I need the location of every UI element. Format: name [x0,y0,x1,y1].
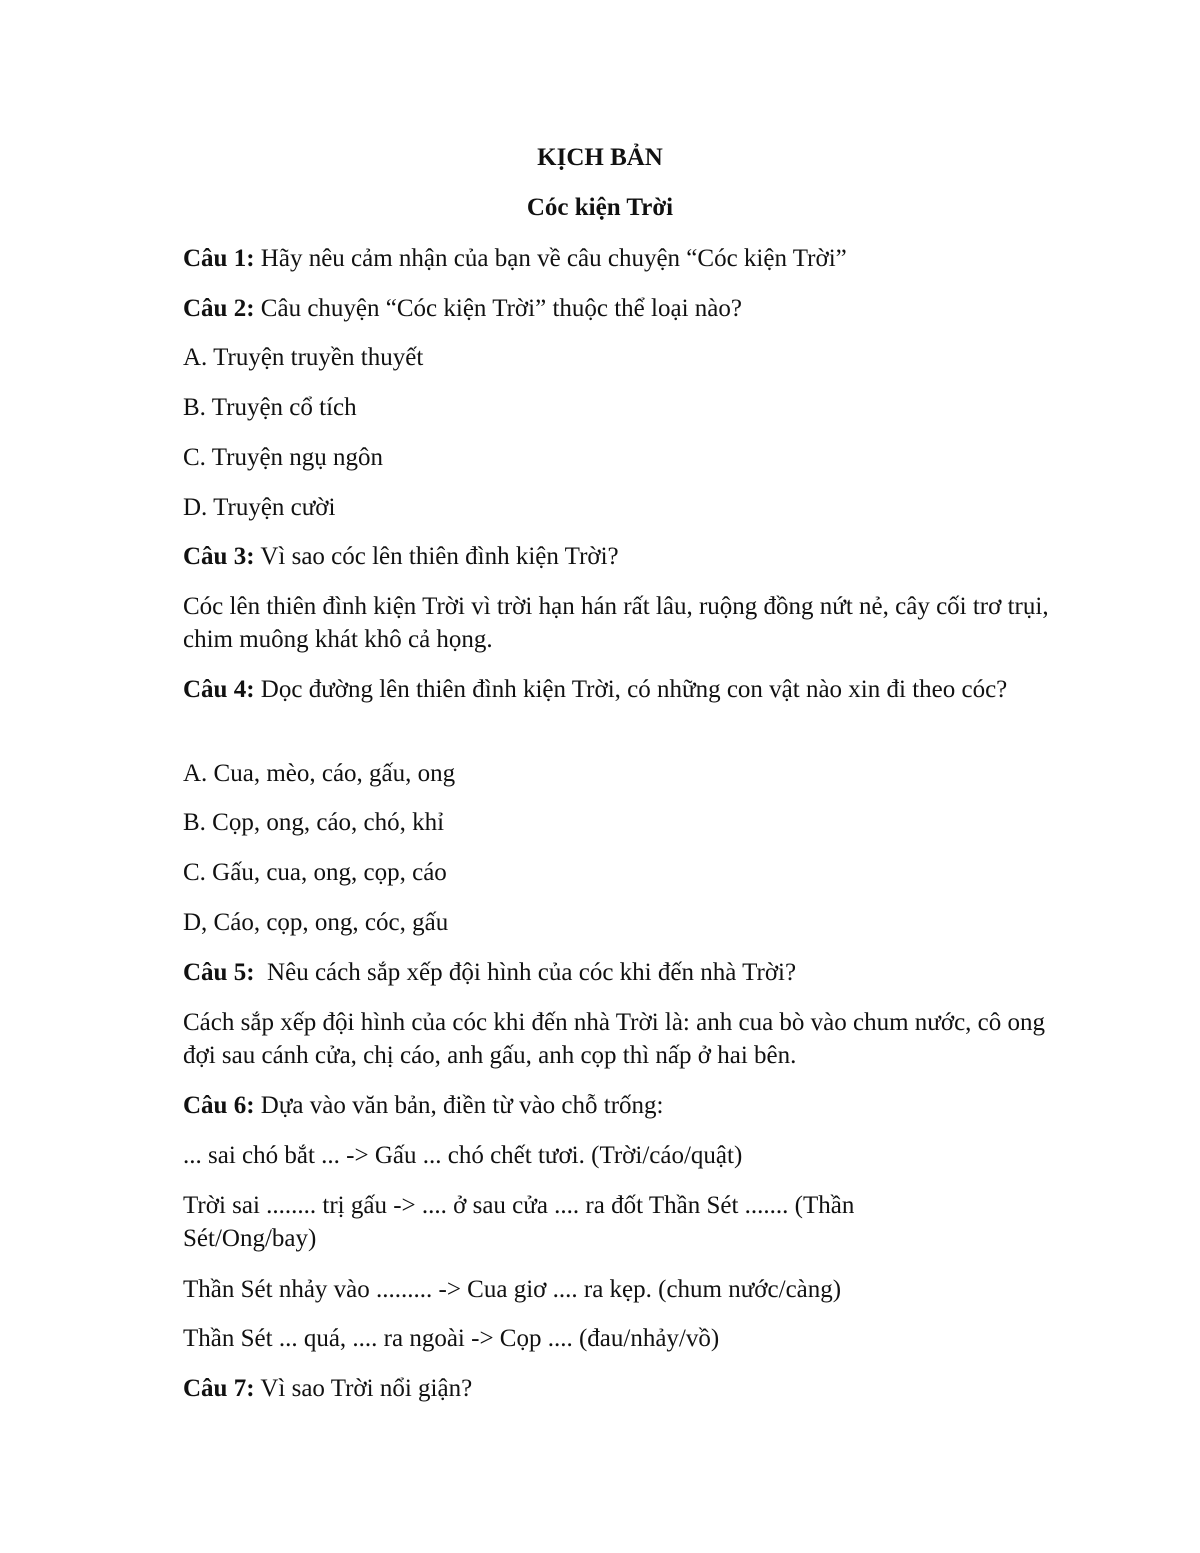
question-text: Vì sao cóc lên thiên đình kiện Trời? [254,543,619,570]
question-6 [183,1089,1063,1122]
option-b: B. Truyện cổ tích [183,394,357,421]
question-text: Vì sao Trời nổi giận? [254,1375,473,1402]
document-subtitle: Cóc kiện Trời [526,194,674,221]
question-label: Câu 2: [183,295,255,322]
option-d: D. Truyện cười [183,494,336,521]
answer-5: Cách sắp xếp đội hình của cóc khi đến nhà Trời là: anh cua bò vào chum nước, cô ong đợi sau cánh cửa, chị cáo, anh gấu, anh cọp thì nấp ở hai bên. [183,1009,1046,1069]
document-title: KỊCH BẢN [537,144,663,171]
question-3 [183,540,1063,573]
question-text: Dọc đường lên thiên đình kiện Trời, có những con vật nào xin đi theo cóc? [254,676,1008,703]
fill-line-2: Trời sai ........ trị gấu -> .... ở sau cửa .... ra đốt Thần Sét ....... (Thần Sét/Ong/bay) [183,1192,855,1252]
question-1 [183,242,1063,275]
option-d: D, Cáo, cọp, ong, cóc, gấu [183,909,449,936]
option-b: B. Cọp, ong, cáo, chó, khỉ [183,809,445,836]
question-7 [183,1372,1063,1405]
question-label: Câu 3: [183,543,255,570]
fill-line-1: ... sai chó bắt ... -> Gấu ... chó chết tươi. (Trời/cáo/quật) [183,1142,743,1169]
question-text: Nêu cách sắp xếp đội hình của cóc khi đến nhà Trời? [254,959,797,986]
answer-3: Cóc lên thiên đình kiện Trời vì trời hạn hán rất lâu, ruộng đồng nứt nẻ, cây cối trơ trụi, chim muông khát khô cả họng. [183,593,1049,653]
question-label: Câu 4: [183,676,255,703]
option-c: C. Truyện ngụ ngôn [183,444,384,471]
option-c: C. Gấu, cua, ong, cọp, cáo [183,859,447,886]
option-a: A. Truyện truyền thuyết [183,344,424,371]
question-label: Câu 6: [183,1092,255,1119]
fill-line-3: Thần Sét nhảy vào ......... -> Cua giơ .... ra kẹp. (chum nước/càng) [183,1276,842,1303]
question-text: Hãy nêu cảm nhận của bạn về câu chuyện “Cóc kiện Trời” [254,245,847,272]
question-5 [183,956,1063,989]
question-label: Câu 1: [183,245,255,272]
question-label: Câu 7: [183,1375,255,1402]
option-a: A. Cua, mèo, cáo, gấu, ong [183,760,456,787]
question-2 [183,292,1063,325]
fill-line-4: Thần Sét ... quá, .... ra ngoài -> Cọp .... (đau/nhảy/vồ) [183,1325,720,1352]
question-text: Dựa vào văn bản, điền từ vào chỗ trống: [254,1092,664,1119]
question-text: Câu chuyện “Cóc kiện Trời” thuộc thể loại nào? [254,295,742,322]
question-4 [183,673,1063,706]
question-label: Câu 5: [183,959,255,986]
